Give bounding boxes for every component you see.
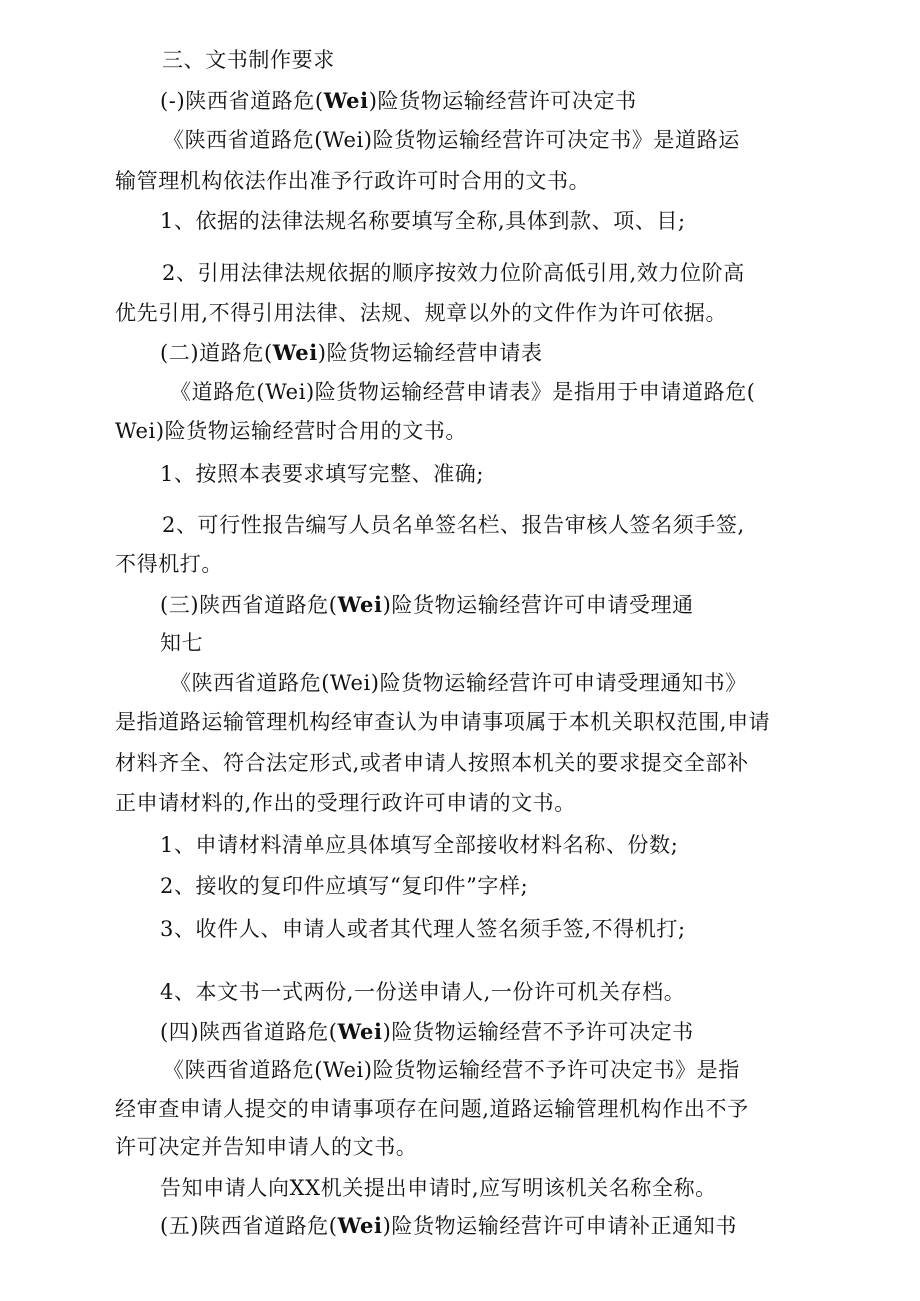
heading-bold-text: Wei bbox=[337, 1213, 383, 1238]
paragraph-line: 是指道路运输管理机构经审查认为申请事项属于本机关职权范围,申请 bbox=[115, 710, 771, 734]
heading-bold-text: Wei bbox=[337, 592, 383, 617]
list-item: 2、可行性报告编写人员名单签名栏、报告审核人签名须手签, bbox=[162, 513, 745, 537]
heading-text: (二)道路危( bbox=[160, 341, 273, 365]
list-item: 2、引用法律法规依据的顺序按效力位阶高低引用,效力位阶高 bbox=[162, 261, 745, 285]
heading-section-4 bbox=[160, 1018, 694, 1046]
heading-section-2 bbox=[160, 339, 543, 367]
paragraph-line: 《陕西省道路危(Wei)险货物运输经营许可申请受理通知书》 bbox=[170, 671, 747, 695]
paragraph-line: 输管理机构依法作出准予行政许可时合用的文书。 bbox=[115, 169, 591, 193]
heading-text: )险货物运输经营不予许可决定书 bbox=[382, 1020, 694, 1044]
heading-bold-text: Wei bbox=[337, 1019, 383, 1044]
paragraph-line: 正申请材料的,作出的受理行政许可申请的文书。 bbox=[115, 791, 576, 815]
list-item: 1、申请材料清单应具体填写全部接收材料名称、份数; bbox=[160, 833, 679, 857]
paragraph-line: Wei)险货物运输经营时合用的文书。 bbox=[115, 419, 468, 443]
heading-text: (五)陕西省道路危( bbox=[160, 1214, 338, 1238]
note-line: 告知申请人向XX机关提出申请时,应写明该机关名称全称。 bbox=[160, 1176, 717, 1200]
heading-section-3 bbox=[160, 591, 694, 619]
paragraph-line: 经审查申请人提交的申请事项存在问题,道路运输管理机构作出不予 bbox=[115, 1097, 749, 1121]
heading-text: )险货物运输经营许可申请补正通知书 bbox=[382, 1214, 737, 1238]
heading-text: )险货物运输经营许可申请受理通 bbox=[382, 593, 694, 617]
list-item-continuation: 优先引用,不得引用法律、法规、规章以外的文件作为许可依据。 bbox=[115, 301, 728, 325]
paragraph-line: 《陕西省道路危(Wei)险货物运输经营许可决定书》是道路运 bbox=[163, 128, 740, 152]
heading-bold-text: Wei bbox=[272, 340, 318, 365]
paragraph-line: 《陕西省道路危(Wei)险货物运输经营不予许可决定书》是指 bbox=[163, 1058, 740, 1082]
heading-text: (-)陕西省道路危( bbox=[160, 89, 324, 113]
heading-text: )险货物运输经营申请表 bbox=[317, 341, 543, 365]
paragraph-line: 许可决定并告知申请人的文书。 bbox=[115, 1135, 418, 1159]
heading-text: )险货物运输经营许可决定书 bbox=[368, 89, 637, 113]
list-item: 1、按照本表要求填写完整、准确; bbox=[160, 462, 485, 486]
list-item: 3、收件人、申请人或者其代理人签名须手签,不得机打; bbox=[160, 917, 686, 941]
list-item-continuation: 不得机打。 bbox=[115, 552, 223, 576]
heading-text: (三)陕西省道路危( bbox=[160, 593, 338, 617]
heading-section-5 bbox=[160, 1212, 737, 1240]
heading-bold-text: Wei bbox=[323, 88, 369, 113]
list-item: 4、本文书一式两份,一份送申请人,一份许可机关存档。 bbox=[160, 980, 686, 1004]
heading-continuation: 知七 bbox=[160, 631, 204, 655]
heading-text: (四)陕西省道路危( bbox=[160, 1020, 338, 1044]
section-title: 三、文书制作要求 bbox=[162, 48, 335, 72]
heading-section-1 bbox=[160, 87, 637, 115]
list-item: 2、接收的复印件应填写“复印件”字样; bbox=[160, 874, 529, 898]
list-item: 1、依据的法律法规名称要填写全称,具体到款、项、目; bbox=[160, 209, 686, 233]
paragraph-line: 《道路危(Wei)险货物运输经营申请表》是指用于申请道路危( bbox=[170, 380, 756, 404]
paragraph-line: 材料齐全、符合法定形式,或者申请人按照本机关的要求提交全部补 bbox=[115, 751, 749, 775]
